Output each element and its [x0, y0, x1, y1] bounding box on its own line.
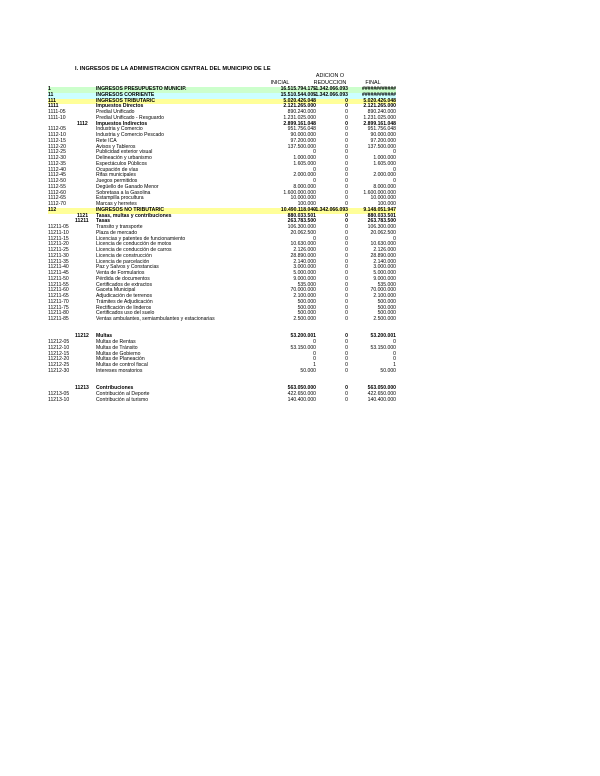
account-code: 11211-50	[48, 275, 69, 282]
final-value: 500.000	[377, 310, 396, 317]
adicion-value: -1.342.066.093	[313, 86, 348, 92]
account-code: 11211-65	[48, 293, 69, 299]
account-description: INGRESOS CORRIENTE	[96, 91, 155, 98]
account-description: Ocupación de vías	[96, 166, 139, 173]
account-code: 11212-20	[48, 356, 70, 363]
adicion-value: 0	[345, 339, 348, 345]
adicion-value: 0	[345, 281, 348, 288]
account-description: Tasas	[96, 218, 111, 225]
account-code: 1112-45	[48, 172, 66, 179]
column-header-adicion-line2: REDUCCION	[313, 80, 347, 86]
inicial-value: 263.783.500	[287, 218, 316, 225]
document-title: I. INGRESOS DE LA ADMINISTRACION CENTRAL DEL MUNICIPIO DE LE	[75, 66, 271, 72]
account-description: Multas	[96, 333, 113, 340]
final-value: 106.300.000	[367, 224, 396, 230]
inicial-value: 890.240.000	[287, 109, 316, 115]
final-value: 70.000.000	[370, 287, 396, 294]
final-value: 10.000.000	[370, 195, 396, 202]
account-description: Transito y transporte	[96, 224, 143, 230]
adicion-value: 0	[345, 275, 348, 282]
inicial-value: 53.200.001	[290, 333, 316, 340]
inicial-value: 50.000	[300, 367, 316, 374]
inicial-value: 535.000	[297, 281, 316, 288]
adicion-value: 0	[345, 224, 348, 230]
inicial-value: 53.150.000	[290, 344, 316, 351]
inicial-value: 0	[313, 178, 316, 184]
account-code: 11211-05	[48, 224, 69, 230]
account-description: Industria y Comercio Pescado	[96, 132, 164, 138]
inicial-value: 16.515.794.175	[280, 86, 316, 92]
final-value: 2.100.000	[373, 293, 396, 299]
final-value: 1.600.000.000	[363, 189, 396, 196]
final-value: 10.630.000	[370, 241, 396, 248]
account-code: 11213	[75, 385, 89, 391]
adicion-value: 0	[345, 183, 348, 190]
adicion-value: 0	[345, 298, 348, 305]
adicion-value: -1.342.066.093	[313, 91, 348, 98]
account-description: Marcas y herretes	[96, 201, 137, 207]
inicial-value: 1.600.000.000	[283, 189, 316, 196]
final-value: 2.126.000	[373, 247, 396, 253]
adicion-value: 0	[345, 304, 348, 311]
adicion-value: 0	[345, 137, 348, 144]
inicial-value: 0	[313, 235, 316, 242]
account-code: 1111-10	[48, 114, 66, 121]
adicion-value: 0	[345, 367, 348, 374]
account-code: 1112-25	[48, 149, 66, 156]
table-row	[48, 398, 396, 404]
inicial-value: 140.400.000	[287, 396, 316, 403]
account-description: Degüello de Ganado Menor	[96, 183, 159, 190]
account-code: 1121	[77, 212, 89, 219]
account-description: Certificados uso del suelo	[96, 310, 155, 317]
inicial-value: 500.000	[297, 298, 316, 305]
adicion-value: 0	[345, 103, 348, 110]
final-value: 1	[393, 362, 396, 368]
adicion-value: 0	[345, 166, 348, 173]
inicial-value: 97.200.000	[290, 137, 316, 144]
inicial-value: 0	[313, 166, 316, 173]
account-description: Predial Unificado	[96, 109, 135, 115]
inicial-value: 2.899.161.048	[283, 120, 316, 127]
final-value: 0	[393, 149, 396, 156]
final-value: 880.033.501	[367, 212, 396, 219]
inicial-value: 100.000	[297, 201, 316, 207]
adicion-value: 0	[345, 293, 348, 299]
adicion-value: 0	[345, 201, 348, 207]
inicial-value: 2.500.000	[293, 316, 316, 322]
adicion-value: 0	[345, 350, 348, 357]
account-description: Multas de Gobierno	[96, 350, 141, 357]
inicial-value: 20.062.500	[290, 229, 316, 236]
inicial-value: 563.050.000	[287, 385, 316, 391]
final-value: 263.783.500	[367, 218, 396, 225]
account-description: Plaza de mercado	[96, 229, 138, 236]
inicial-value: 422.650.000	[287, 390, 316, 397]
inicial-value: 500.000	[297, 310, 316, 317]
account-code: 1112-55	[48, 183, 66, 190]
adicion-value: 0	[345, 172, 348, 179]
adicion-value: 0	[345, 109, 348, 115]
account-description: Contribución al Deporte	[96, 390, 150, 397]
account-code: 11213-05	[48, 390, 70, 397]
inicial-value: 2.000.000	[293, 172, 316, 179]
inicial-value: 5.020.426.048	[283, 97, 316, 104]
adicion-value: 0	[345, 126, 348, 133]
account-description: Estampilla procultura	[96, 195, 144, 202]
inicial-value: 137.500.000	[287, 143, 316, 150]
account-description: Ventas ambulantes, semiambulantes y estacionarias	[96, 316, 215, 322]
final-value: 1.231.025.000	[363, 114, 396, 121]
adicion-value: 0	[345, 270, 348, 276]
inicial-value: 10.490.118.040	[280, 206, 316, 213]
final-value: 140.400.000	[367, 396, 396, 403]
adicion-value: 0	[345, 149, 348, 156]
adicion-value: 0	[345, 385, 348, 391]
final-value: 951.756.048	[367, 126, 396, 133]
final-value: 9.148.051.947	[363, 206, 396, 213]
account-description: Tasas, multas y contribuciones	[96, 212, 172, 219]
final-value: 100.000	[377, 201, 396, 207]
inicial-value: 10.000.000	[290, 195, 316, 202]
final-value: 2.899.161.048	[363, 120, 396, 127]
account-code: 11211-40	[48, 264, 69, 271]
inicial-value: 9.000.000	[293, 275, 316, 282]
inicial-value: 0	[313, 356, 316, 363]
account-description: Licencias y patentes de funcionamiento	[96, 235, 186, 242]
account-description: Paz y Salvos y Constancias	[96, 264, 159, 271]
adicion-value: 0	[345, 344, 348, 351]
adicion-value: 0	[345, 356, 348, 363]
account-code: 11211-30	[48, 252, 69, 259]
final-value: 3.000.000	[373, 264, 396, 271]
account-code: 11213-10	[48, 396, 70, 403]
account-description: Juegos permitidos	[96, 178, 138, 184]
final-value: 535.000	[377, 281, 396, 288]
account-description: Gaceta Municipal	[96, 287, 136, 294]
final-value: 5.000.000	[373, 270, 396, 276]
final-value: 9.000.000	[373, 275, 396, 282]
inicial-value: 28.890.000	[290, 252, 316, 259]
final-value: 0	[393, 339, 396, 345]
account-code: 1111-05	[48, 109, 66, 115]
adicion-value: 0	[345, 235, 348, 242]
account-description: Pérdida de documentos	[96, 275, 150, 282]
account-description: Publicidad exterior visual	[96, 149, 153, 156]
column-header-inicial: INICIAL	[270, 80, 290, 86]
adicion-value: 0	[345, 241, 348, 248]
adicion-value: 0	[345, 247, 348, 253]
final-value: 500.000	[377, 298, 396, 305]
account-code: 11211-20	[48, 241, 69, 248]
inicial-value: 0	[313, 149, 316, 156]
adicion-value: 0	[345, 258, 348, 265]
account-description: Adjudicación de terrenos	[96, 293, 153, 299]
account-description: Espectáculos Públicos	[96, 160, 147, 167]
account-code: 11212-05	[48, 339, 70, 345]
account-code: 1112-20	[48, 143, 66, 150]
account-description: Rifas municipales	[96, 172, 136, 179]
account-description: Multas de Planeación	[96, 356, 145, 363]
final-value: ############	[362, 86, 396, 92]
final-value: 90.000.000	[370, 132, 396, 138]
final-value: 2.000.000	[373, 172, 396, 179]
account-code: 11211-60	[48, 287, 69, 294]
account-description: INGRESOS NO TRIBUTARIC	[96, 206, 165, 213]
account-code: 1112-40	[48, 166, 66, 173]
account-description: Multas de control fiscal	[96, 362, 148, 368]
adicion-value: 0	[345, 132, 348, 138]
adicion-value: 0	[345, 390, 348, 397]
account-description: Contribuciones	[96, 385, 134, 391]
column-header-final: FINAL	[365, 80, 381, 86]
adicion-value: 0	[345, 178, 348, 184]
account-code: 11211-15	[48, 235, 69, 242]
final-value: 1.605.000	[373, 160, 396, 167]
account-code: 11211-75	[48, 304, 69, 311]
account-code: 11212-25	[48, 362, 70, 368]
adicion-value: 0	[345, 229, 348, 236]
account-description: Rectificación de linderos	[96, 304, 152, 311]
inicial-value: 500.000	[297, 304, 316, 311]
final-value: 97.200.000	[370, 137, 396, 144]
final-value: 5.020.426.048	[363, 97, 396, 104]
adicion-value: 0	[345, 97, 348, 104]
account-description: Sobretasa a la Gasolina	[96, 189, 151, 196]
account-code: 1112-35	[48, 160, 66, 167]
adicion-value: 0	[345, 333, 348, 340]
inicial-value: 15.510.544.005	[280, 91, 316, 98]
final-value: 422.650.000	[367, 390, 396, 397]
account-description: Multas de Tránsito	[96, 344, 138, 351]
account-description: Licencia de parcelación	[96, 258, 150, 265]
account-description: Delineación y urbanismo	[96, 155, 152, 161]
account-code: 11211-80	[48, 310, 69, 317]
final-value: 500.000	[377, 304, 396, 311]
inicial-value: 0	[313, 350, 316, 357]
final-value: 20.062.500	[370, 229, 396, 236]
adicion-value: 0	[345, 252, 348, 259]
inicial-value: 1.605.000	[293, 160, 316, 167]
adicion-value: 0	[345, 114, 348, 121]
final-value: 137.500.000	[367, 143, 396, 150]
account-description: Impuestos Directos	[96, 103, 144, 110]
account-code: 1112-60	[48, 189, 66, 196]
account-description: Avisos y Tableros	[96, 143, 136, 150]
account-code: 1111	[48, 103, 59, 110]
account-description: Licencia de conducción de motos	[96, 241, 172, 248]
account-code: 1112-10	[48, 132, 66, 138]
inicial-value: 1.000.000	[293, 155, 316, 161]
adicion-value: 0	[345, 189, 348, 196]
final-value: 0	[393, 350, 396, 357]
account-description: INGRESOS PRESUPUESTO MUNICIP.	[96, 86, 187, 92]
final-value: 2.121.265.000	[363, 103, 396, 110]
account-code: 11211	[75, 218, 89, 225]
account-code: 1112-65	[48, 195, 66, 202]
adicion-value: 0	[345, 287, 348, 294]
adicion-value: 0	[345, 195, 348, 202]
budget-table	[48, 87, 396, 403]
adicion-value: 0	[345, 316, 348, 322]
final-value: 1.000.000	[373, 155, 396, 161]
account-description: Licencia de conducción de carros	[96, 247, 172, 253]
account-description: INGRESOS TRIBUTARIC	[96, 97, 156, 104]
account-description: Intereses moratorios	[96, 367, 143, 374]
inicial-value: 3.000.000	[293, 264, 316, 271]
inicial-value: 0	[313, 339, 316, 345]
account-code: 11	[48, 91, 54, 98]
account-code: 112	[48, 206, 57, 213]
final-value: 563.050.000	[367, 385, 396, 391]
account-description: Predial Unificado - Resguardo	[96, 114, 164, 121]
account-code: 1112-05	[48, 126, 66, 133]
inicial-value: 70.000.000	[290, 287, 316, 294]
inicial-value: 880.033.501	[287, 212, 316, 219]
final-value: 2.500.000	[373, 316, 396, 322]
final-value: 2.140.000	[373, 258, 396, 265]
inicial-value: 1	[313, 362, 316, 368]
adicion-value: 0	[345, 212, 348, 219]
adicion-value: 0	[345, 160, 348, 167]
inicial-value: 2.126.000	[293, 247, 316, 253]
account-code: 11211-35	[48, 258, 69, 265]
inicial-value: 106.300.000	[287, 224, 316, 230]
adicion-value: 0	[345, 218, 348, 225]
account-description: Industria y Comercio	[96, 126, 143, 133]
inicial-value: 8.000.000	[293, 183, 316, 190]
account-description: Certificados de extractos	[96, 281, 153, 288]
final-value: 890.240.000	[367, 109, 396, 115]
adicion-value: 0	[345, 264, 348, 271]
adicion-value: 0	[345, 310, 348, 317]
adicion-value: -1.342.066.093	[313, 206, 348, 213]
inicial-value: 5.000.000	[293, 270, 316, 276]
account-code: 1112-70	[48, 201, 66, 207]
adicion-value: 0	[345, 396, 348, 403]
final-value: 50.000	[380, 367, 396, 374]
account-code: 11212	[75, 333, 89, 340]
final-value: 0	[393, 178, 396, 184]
adicion-value: 0	[345, 120, 348, 127]
inicial-value: 10.630.000	[290, 241, 316, 248]
inicial-value: 1.231.025.000	[283, 114, 316, 121]
adicion-value: 0	[345, 362, 348, 368]
final-value: 8.000.000	[373, 183, 396, 190]
inicial-value: 90.000.000	[290, 132, 316, 138]
account-code: 11211-25	[48, 247, 69, 253]
account-code: 1112	[77, 120, 88, 127]
column-header-adicion-line1: ADICION O	[315, 73, 345, 79]
account-description: Licencia de construcción	[96, 252, 152, 259]
account-code: 1112-30	[48, 155, 66, 161]
account-description: Impuestos Indirectos	[96, 120, 148, 127]
account-code: 11212-10	[48, 344, 70, 351]
final-value: 0	[393, 166, 396, 173]
account-code: 11211-85	[48, 316, 69, 322]
account-code: 11212-15	[48, 350, 70, 357]
final-value: 0	[393, 356, 396, 363]
inicial-value: 2.140.000	[293, 258, 316, 265]
inicial-value: 2.121.265.000	[283, 103, 316, 110]
account-code: 1112-15	[48, 137, 66, 144]
account-code: 1112-50	[48, 178, 66, 184]
account-code: 111	[48, 97, 56, 104]
final-value: ############	[362, 91, 396, 98]
account-code: 11211-10	[48, 229, 69, 236]
final-value: 28.890.000	[370, 252, 396, 259]
account-code: 11212-30	[48, 367, 70, 374]
account-description: Multas de Rentas	[96, 339, 136, 345]
adicion-value: 0	[345, 155, 348, 161]
account-code: 11211-70	[48, 298, 69, 305]
inicial-value: 951.756.048	[287, 126, 316, 133]
inicial-value: 2.100.000	[293, 293, 316, 299]
final-value: 0	[393, 235, 396, 242]
adicion-value: 0	[345, 143, 348, 150]
account-code: 1	[48, 86, 51, 92]
account-description: Rete ICA	[96, 137, 117, 144]
final-value: 53.200.001	[370, 333, 396, 340]
account-description: Venta de Formularios	[96, 270, 145, 276]
final-value: 53.150.000	[370, 344, 396, 351]
account-description: Trámites de Adjudicación	[96, 298, 153, 305]
account-code: 11211-55	[48, 281, 69, 288]
account-description: Contribución al turismo	[96, 396, 149, 403]
account-code: 11211-45	[48, 270, 69, 276]
